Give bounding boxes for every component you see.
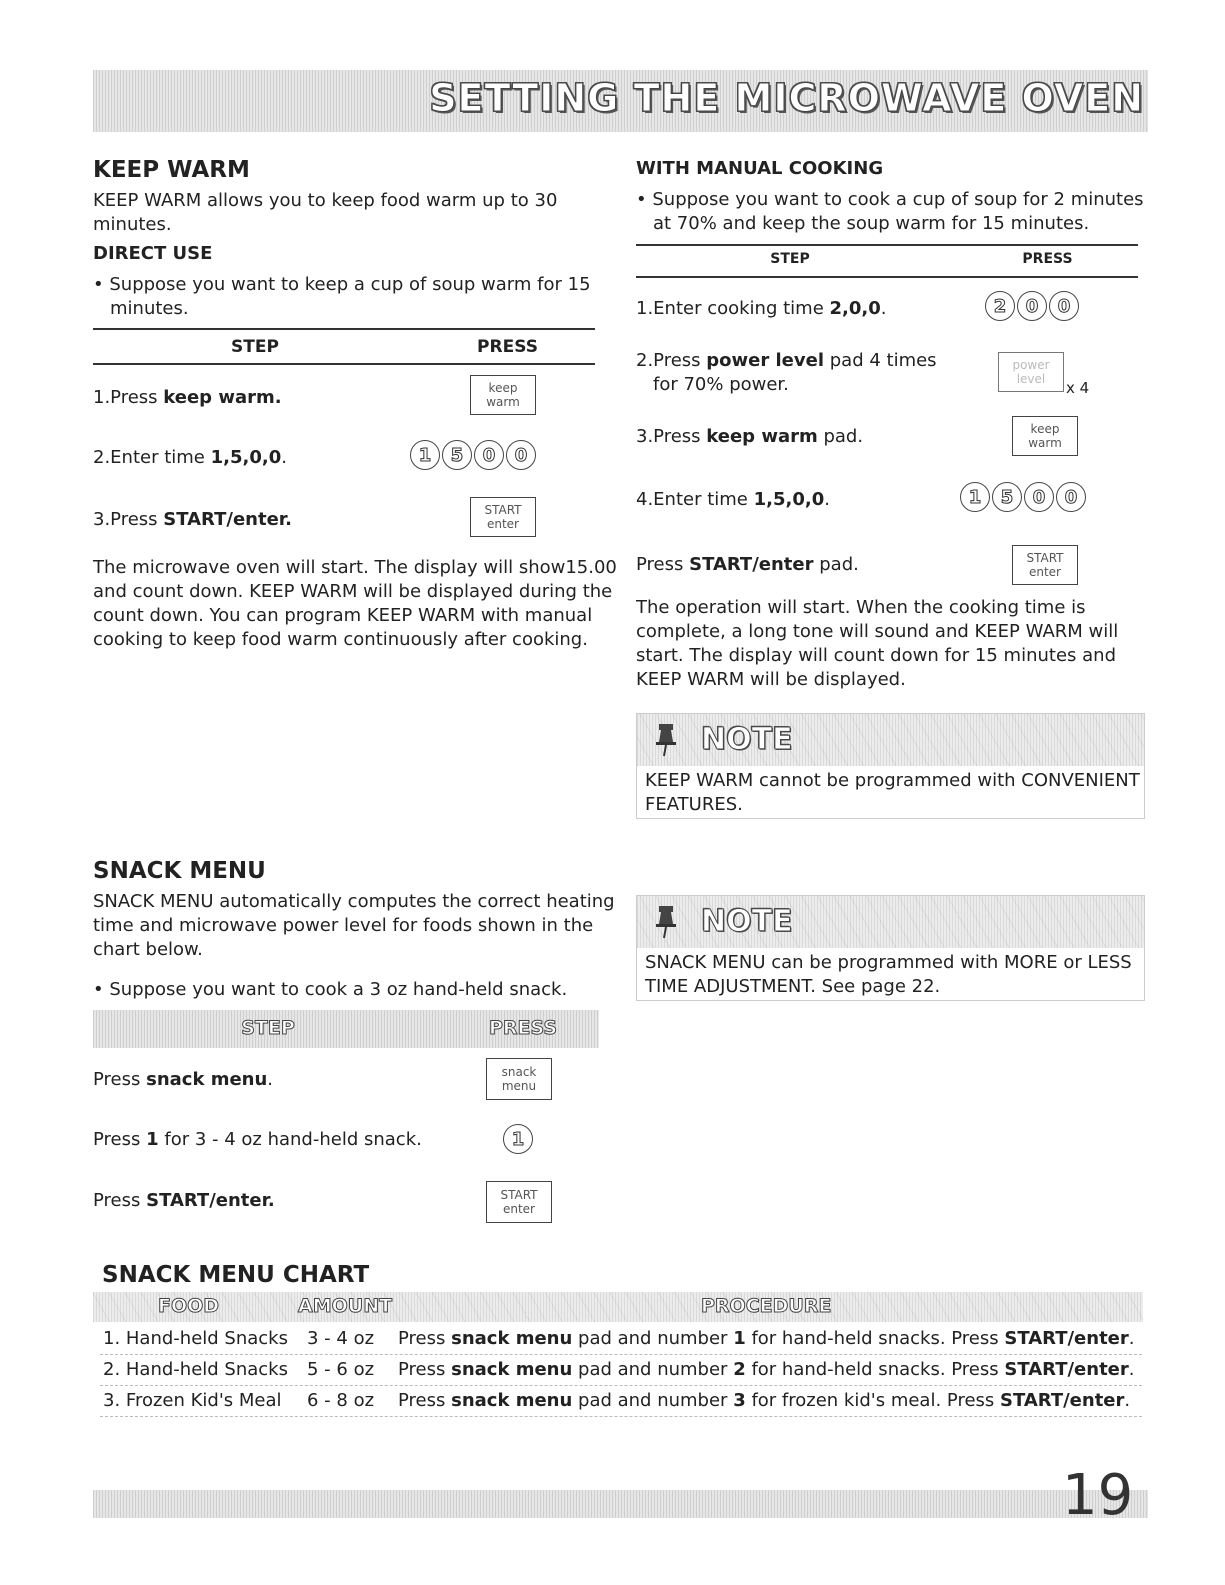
snack-bullet — [93, 978, 567, 1002]
start-key — [470, 497, 536, 537]
proc-bold: START/enter — [1000, 1390, 1125, 1411]
table-rule-top — [93, 328, 595, 330]
mc-digit-keys-1 — [985, 291, 1079, 321]
key-label-1: keep — [488, 381, 518, 395]
step-bold: 2,0,0 — [829, 298, 881, 319]
snack-table-header — [93, 1010, 599, 1048]
kw-step-3 — [93, 508, 292, 532]
proc-text: for hand-held snacks. Press — [745, 1359, 1005, 1380]
manual-heading: WITH MANUAL COOKING — [636, 158, 884, 179]
table-row — [100, 1386, 1142, 1417]
snack-digit-key — [503, 1124, 533, 1154]
start-key-2 — [1012, 545, 1078, 585]
col-step: STEP — [241, 1017, 295, 1039]
key-label-1: START — [500, 1188, 538, 1202]
bullet-mark: • — [93, 274, 104, 295]
page-number: 19 — [1062, 1463, 1134, 1528]
step-text: Press — [636, 554, 690, 575]
kw-step-1 — [93, 386, 282, 410]
step-bold: 1,5,0,0 — [753, 489, 825, 510]
cell-procedure — [398, 1386, 1130, 1416]
note-title: NOTE — [701, 722, 793, 757]
manual-rule-mid — [636, 276, 1138, 278]
snack-menu-heading: SNACK MENU — [93, 858, 266, 884]
proc-text: pad and number — [572, 1328, 734, 1349]
mc-outro-2: complete, a long tone will sound and KEEP WARM will — [636, 621, 1119, 642]
manual-col-press: PRESS — [1022, 251, 1073, 267]
header-amount: AMOUNT — [298, 1295, 393, 1317]
digit-key-1: 1 — [503, 1124, 533, 1154]
proc-text: . — [1128, 1328, 1135, 1349]
cell-procedure — [398, 1355, 1135, 1385]
start-key-3 — [486, 1181, 552, 1223]
kw-step-2 — [93, 446, 287, 470]
proc-bold: 2 — [733, 1359, 746, 1380]
bullet-text-1: Suppose you want to keep a cup of soup warm for 15 — [109, 274, 591, 295]
proc-bold: START/enter — [1004, 1328, 1129, 1349]
keep-warm-intro-2: minutes. — [93, 214, 172, 235]
proc-text: . — [1124, 1390, 1131, 1411]
mc-step-4 — [636, 488, 830, 512]
snack-intro-3: chart below. — [93, 939, 203, 960]
keep-warm-intro-1: KEEP WARM allows you to keep food warm up to 30 — [93, 190, 558, 211]
snack-step-2 — [93, 1128, 422, 1152]
header-banner — [93, 70, 1148, 132]
mc-digit-keys-2 — [960, 482, 1086, 512]
note-line-1: SNACK MENU can be programmed with MORE or LESS — [645, 952, 1132, 973]
key-label-2: enter — [1028, 565, 1061, 579]
cell-food: 1. Hand-held Snacks — [103, 1328, 288, 1349]
step-bold: START/enter. — [146, 1190, 275, 1211]
snack-step-3 — [93, 1189, 275, 1213]
note-line-2: FEATURES. — [645, 794, 743, 815]
step-bold: keep warm — [706, 426, 818, 447]
digit-key-0: 0 — [506, 440, 536, 470]
footer-bar — [93, 1490, 1148, 1518]
key-label-2: warm — [1028, 436, 1062, 450]
bullet-mark: • — [636, 189, 647, 210]
step-text-end: . — [824, 489, 830, 510]
key-label-2: enter — [502, 1202, 535, 1216]
col-press: PRESS — [477, 337, 538, 357]
cell-amount: 6 - 8 oz — [307, 1390, 375, 1411]
cell-amount: 3 - 4 oz — [307, 1328, 375, 1349]
table-row — [100, 1324, 1142, 1355]
digit-key-0: 0 — [1049, 291, 1079, 321]
snack-chart-heading: SNACK MENU CHART — [102, 1262, 370, 1288]
keep-warm-heading: KEEP WARM — [93, 157, 250, 183]
proc-bold: snack menu — [451, 1328, 573, 1349]
step-text: Press — [93, 1069, 147, 1090]
mc-outro-3: start. The display will count down for 15 minutes and — [636, 645, 1116, 666]
manual-col-step: STEP — [770, 251, 810, 267]
proc-bold: START/enter — [1004, 1359, 1129, 1380]
mc-step-1 — [636, 297, 886, 321]
mc-step-5 — [636, 553, 859, 577]
digit-key-1: 1 — [410, 440, 440, 470]
step-bold: START/enter — [689, 554, 814, 575]
step-bold: keep warm. — [163, 387, 282, 408]
proc-bold: 3 — [733, 1390, 746, 1411]
kw-digit-keys — [410, 440, 536, 470]
key-label-1: keep — [1030, 422, 1060, 436]
kw-outro-2: and count down. KEEP WARM will be displayed during the — [93, 581, 613, 602]
step-text: 1.Press — [93, 387, 164, 408]
digit-key-0: 0 — [1056, 482, 1086, 512]
kw-outro-3: count down. You can program KEEP WARM with manual — [93, 605, 593, 626]
mc-step-2 — [636, 349, 937, 373]
keep-warm-key-2 — [1012, 416, 1078, 456]
step-text-end: . — [267, 1069, 274, 1090]
step-bold: power level — [706, 350, 825, 371]
bullet-text-1: Suppose you want to cook a cup of soup for 2 minutes — [652, 189, 1144, 210]
snack-intro-2: time and microwave power level for foods shown in the — [93, 915, 594, 936]
step-text: 2.Enter time — [93, 447, 211, 468]
step-bold: 1,5,0,0 — [210, 447, 282, 468]
snack-step-1 — [93, 1068, 273, 1092]
key-label-2: level — [1016, 372, 1046, 386]
snack-intro-1: SNACK MENU automatically computes the correct heating — [93, 891, 615, 912]
kw-outro-1: The microwave oven will start. The display will show15.00 — [93, 557, 617, 578]
mc-step-3 — [636, 425, 863, 449]
digit-key-1: 1 — [960, 482, 990, 512]
key-label-2: warm — [486, 395, 520, 409]
step-text-end: . — [880, 298, 887, 319]
kw-outro-4: cooking to keep food warm continuously after cooking. — [93, 629, 588, 650]
chart-header-row — [93, 1292, 1143, 1322]
key-label-1: START — [484, 503, 522, 517]
key-label-1: START — [1026, 551, 1064, 565]
step-text: 3.Press — [93, 509, 164, 530]
step-text-end: pad. — [817, 426, 864, 447]
direct-use-heading: DIRECT USE — [93, 243, 213, 264]
keep-warm-key — [470, 375, 536, 415]
manual-bullet — [636, 188, 1144, 212]
cell-food: 3. Frozen Kid's Meal — [103, 1390, 282, 1411]
header-procedure: PROCEDURE — [701, 1295, 832, 1317]
proc-bold: 1 — [733, 1328, 746, 1349]
direct-use-bullet-2: minutes. — [110, 298, 189, 319]
proc-text: for hand-held snacks. Press — [745, 1328, 1005, 1349]
step-text: 3.Press — [636, 426, 707, 447]
times-label: x 4 — [1066, 379, 1090, 397]
direct-use-bullet — [93, 273, 591, 297]
proc-text: Press — [398, 1390, 452, 1411]
table-rule-mid — [93, 363, 595, 365]
col-step: STEP — [231, 337, 279, 357]
proc-text: Press — [398, 1359, 452, 1380]
step-text-end: for 3 - 4 oz hand-held snack. — [158, 1129, 422, 1150]
power-level-key — [998, 352, 1064, 392]
proc-bold: snack menu — [451, 1390, 573, 1411]
pushpin-icon — [651, 722, 681, 758]
digit-key-0: 0 — [474, 440, 504, 470]
step-text: 2.Press — [636, 350, 707, 371]
note-box-1 — [636, 713, 1145, 819]
page-title: SETTING THE MICROWAVE OVEN — [429, 76, 1144, 120]
proc-text: pad and number — [572, 1359, 734, 1380]
proc-text: for frozen kid's meal. Press — [745, 1390, 1000, 1411]
pushpin-icon — [651, 904, 681, 940]
key-label-1: power — [1012, 358, 1050, 372]
manual-bullet-2: at 70% and keep the soup warm for 15 minutes. — [653, 213, 1090, 234]
bullet-mark: • — [93, 979, 104, 1000]
digit-key-5: 5 — [442, 440, 472, 470]
digit-key-2: 2 — [985, 291, 1015, 321]
step-text: 1.Enter cooking time — [636, 298, 830, 319]
cell-food: 2. Hand-held Snacks — [103, 1359, 288, 1380]
key-label-2: enter — [486, 517, 519, 531]
note-line-1: KEEP WARM cannot be programmed with CONVENIENT — [645, 770, 1140, 791]
col-press: PRESS — [488, 1017, 558, 1039]
proc-text: . — [1128, 1359, 1135, 1380]
header-food: FOOD — [158, 1295, 220, 1317]
cell-amount: 5 - 6 oz — [307, 1359, 375, 1380]
step-text-end: pad 4 times — [824, 350, 937, 371]
mc-outro-4: KEEP WARM will be displayed. — [636, 669, 906, 690]
cell-procedure — [398, 1324, 1135, 1354]
step-text: Press — [93, 1190, 147, 1211]
note-line-2: TIME ADJUSTMENT. See page 22. — [645, 976, 941, 997]
digit-key-0: 0 — [1017, 291, 1047, 321]
proc-text: pad and number — [572, 1390, 734, 1411]
step-text-end: pad. — [813, 554, 859, 575]
manual-rule-top — [636, 244, 1138, 246]
step-text-end: . — [281, 447, 287, 468]
step-bold: START/enter. — [163, 509, 292, 530]
bullet-text: Suppose you want to cook a 3 oz hand-held snack. — [109, 979, 568, 1000]
digit-key-5: 5 — [992, 482, 1022, 512]
digit-key-0: 0 — [1024, 482, 1054, 512]
note-title: NOTE — [701, 904, 793, 939]
step-bold: snack menu — [146, 1069, 268, 1090]
mc-outro-1: The operation will start. When the cooking time is — [636, 597, 1086, 618]
step-bold: 1 — [146, 1129, 159, 1150]
note-header — [637, 896, 1144, 948]
mc-step-2-line2: for 70% power. — [653, 374, 789, 395]
key-label-1: snack — [501, 1065, 537, 1079]
note-header — [637, 714, 1144, 766]
proc-bold: snack menu — [451, 1359, 573, 1380]
note-box-2 — [636, 895, 1145, 1001]
step-text: Press — [93, 1129, 147, 1150]
snack-menu-key — [486, 1058, 552, 1100]
key-label-2: menu — [501, 1079, 537, 1093]
proc-text: Press — [398, 1328, 452, 1349]
step-text: 4.Enter time — [636, 489, 754, 510]
table-row — [100, 1355, 1142, 1386]
